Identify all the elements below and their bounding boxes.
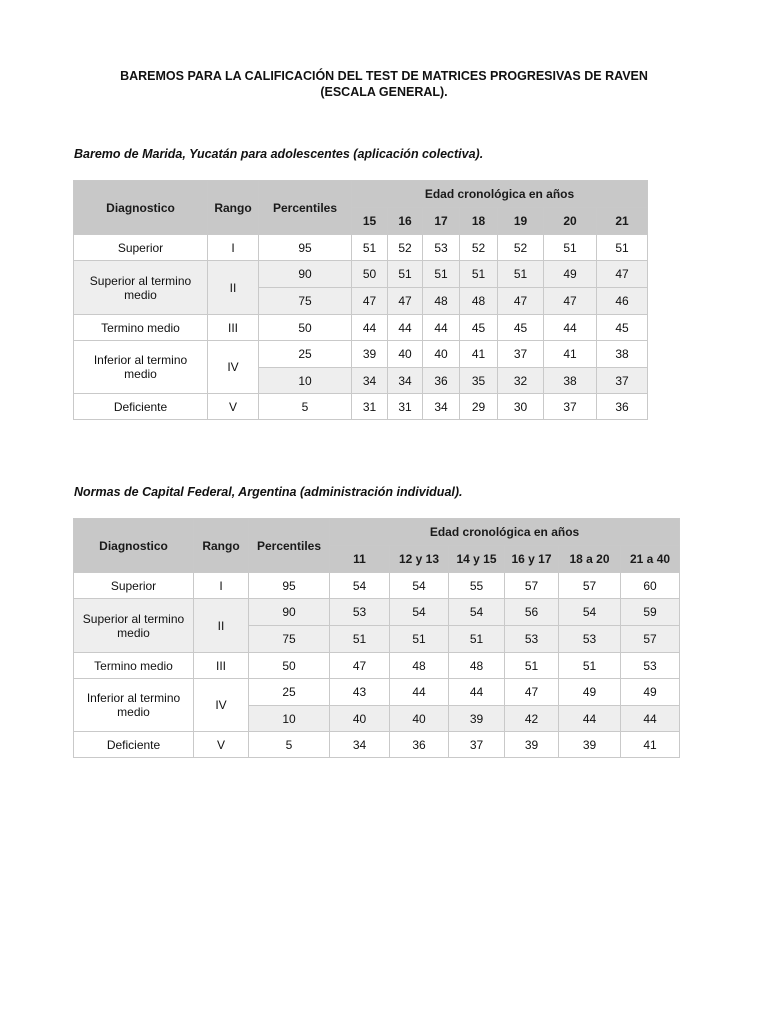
table-capital-federal bbox=[73, 518, 680, 758]
diagnostico-cell: Inferior al termino medio bbox=[74, 341, 208, 394]
header-age: 14 y 15 bbox=[449, 546, 505, 573]
percentil-cell: 90 bbox=[259, 261, 352, 288]
header-rango: Rango bbox=[194, 519, 249, 573]
percentil-cell: 10 bbox=[249, 706, 330, 732]
rango-cell: II bbox=[208, 261, 259, 315]
percentil-cell: 50 bbox=[249, 653, 330, 679]
value-cell: 60 bbox=[621, 573, 680, 599]
header-age: 21 bbox=[597, 208, 648, 235]
title-line-1: BAREMOS PARA LA CALIFICACIÓN DEL TEST DE MATRICES PROGRESIVAS DE RAVEN bbox=[120, 69, 648, 83]
header-age: 16 bbox=[388, 208, 423, 235]
percentil-cell: 95 bbox=[259, 235, 352, 261]
table-row bbox=[74, 235, 648, 261]
value-cell: 57 bbox=[621, 626, 680, 653]
value-cell: 53 bbox=[559, 626, 621, 653]
value-cell: 51 bbox=[388, 261, 423, 288]
header-age: 12 y 13 bbox=[390, 546, 449, 573]
value-cell: 49 bbox=[559, 679, 621, 706]
table-row bbox=[74, 653, 680, 679]
percentil-cell: 10 bbox=[259, 368, 352, 394]
value-cell: 39 bbox=[559, 732, 621, 758]
percentil-cell: 75 bbox=[259, 288, 352, 315]
header-diagnostico: Diagnostico bbox=[74, 519, 194, 573]
diagnostico-cell: Deficiente bbox=[74, 394, 208, 420]
value-cell: 54 bbox=[330, 573, 390, 599]
diagnostico-cell: Inferior al termino medio bbox=[74, 679, 194, 732]
value-cell: 51 bbox=[597, 235, 648, 261]
header-rango: Rango bbox=[208, 181, 259, 235]
value-cell: 41 bbox=[460, 341, 498, 368]
value-cell: 41 bbox=[621, 732, 680, 758]
header-age: 17 bbox=[423, 208, 460, 235]
percentil-cell: 90 bbox=[249, 599, 330, 626]
value-cell: 38 bbox=[544, 368, 597, 394]
value-cell: 46 bbox=[597, 288, 648, 315]
value-cell: 53 bbox=[505, 626, 559, 653]
value-cell: 29 bbox=[460, 394, 498, 420]
value-cell: 31 bbox=[352, 394, 388, 420]
value-cell: 51 bbox=[449, 626, 505, 653]
value-cell: 34 bbox=[330, 732, 390, 758]
value-cell: 53 bbox=[330, 599, 390, 626]
header-edad: Edad cronológica en años bbox=[330, 519, 680, 546]
value-cell: 44 bbox=[449, 679, 505, 706]
value-cell: 36 bbox=[597, 394, 648, 420]
value-cell: 52 bbox=[498, 235, 544, 261]
value-cell: 53 bbox=[423, 235, 460, 261]
value-cell: 39 bbox=[449, 706, 505, 732]
value-cell: 45 bbox=[498, 315, 544, 341]
header-edad: Edad cronológica en años bbox=[352, 181, 648, 208]
value-cell: 39 bbox=[352, 341, 388, 368]
value-cell: 53 bbox=[621, 653, 680, 679]
value-cell: 37 bbox=[597, 368, 648, 394]
value-cell: 37 bbox=[498, 341, 544, 368]
percentil-cell: 25 bbox=[249, 679, 330, 706]
rango-cell: III bbox=[194, 653, 249, 679]
value-cell: 40 bbox=[330, 706, 390, 732]
rango-cell: III bbox=[208, 315, 259, 341]
table-row bbox=[74, 573, 680, 599]
value-cell: 48 bbox=[449, 653, 505, 679]
value-cell: 37 bbox=[449, 732, 505, 758]
header-age: 18 bbox=[460, 208, 498, 235]
value-cell: 48 bbox=[390, 653, 449, 679]
value-cell: 30 bbox=[498, 394, 544, 420]
value-cell: 47 bbox=[505, 679, 559, 706]
value-cell: 35 bbox=[460, 368, 498, 394]
value-cell: 47 bbox=[352, 288, 388, 315]
value-cell: 51 bbox=[460, 261, 498, 288]
value-cell: 55 bbox=[449, 573, 505, 599]
value-cell: 51 bbox=[423, 261, 460, 288]
header-age: 19 bbox=[498, 208, 544, 235]
value-cell: 51 bbox=[498, 261, 544, 288]
value-cell: 54 bbox=[559, 599, 621, 626]
value-cell: 47 bbox=[388, 288, 423, 315]
table1-caption: Baremo de Marida, Yucatán para adolescentes (aplicación colectiva). bbox=[74, 147, 484, 161]
header-percentiles: Percentiles bbox=[259, 181, 352, 235]
table-row bbox=[74, 261, 648, 288]
value-cell: 48 bbox=[460, 288, 498, 315]
value-cell: 48 bbox=[423, 288, 460, 315]
diagnostico-cell: Superior bbox=[74, 573, 194, 599]
table-row bbox=[74, 394, 648, 420]
header-age: 21 a 40 bbox=[621, 546, 680, 573]
table-row bbox=[74, 732, 680, 758]
value-cell: 56 bbox=[505, 599, 559, 626]
value-cell: 51 bbox=[390, 626, 449, 653]
value-cell: 44 bbox=[390, 679, 449, 706]
percentil-cell: 95 bbox=[249, 573, 330, 599]
rango-cell: I bbox=[194, 573, 249, 599]
value-cell: 45 bbox=[597, 315, 648, 341]
header-percentiles: Percentiles bbox=[249, 519, 330, 573]
rango-cell: II bbox=[194, 599, 249, 653]
document-title bbox=[60, 68, 708, 100]
value-cell: 54 bbox=[390, 573, 449, 599]
value-cell: 44 bbox=[352, 315, 388, 341]
diagnostico-cell: Termino medio bbox=[74, 653, 194, 679]
value-cell: 41 bbox=[544, 341, 597, 368]
value-cell: 52 bbox=[388, 235, 423, 261]
rango-cell: V bbox=[194, 732, 249, 758]
rango-cell: IV bbox=[208, 341, 259, 394]
header-age: 15 bbox=[352, 208, 388, 235]
table2-caption: Normas de Capital Federal, Argentina (administración individual). bbox=[74, 485, 463, 499]
value-cell: 44 bbox=[544, 315, 597, 341]
header-age: 11 bbox=[330, 546, 390, 573]
table-row bbox=[74, 679, 680, 706]
value-cell: 59 bbox=[621, 599, 680, 626]
header-age: 18 a 20 bbox=[559, 546, 621, 573]
value-cell: 49 bbox=[544, 261, 597, 288]
rango-cell: V bbox=[208, 394, 259, 420]
value-cell: 47 bbox=[498, 288, 544, 315]
table-merida bbox=[73, 180, 648, 420]
value-cell: 44 bbox=[621, 706, 680, 732]
percentil-cell: 25 bbox=[259, 341, 352, 368]
value-cell: 38 bbox=[597, 341, 648, 368]
value-cell: 44 bbox=[559, 706, 621, 732]
value-cell: 42 bbox=[505, 706, 559, 732]
rango-cell: IV bbox=[194, 679, 249, 732]
diagnostico-cell: Termino medio bbox=[74, 315, 208, 341]
value-cell: 50 bbox=[352, 261, 388, 288]
value-cell: 49 bbox=[621, 679, 680, 706]
value-cell: 57 bbox=[559, 573, 621, 599]
table-row bbox=[74, 599, 680, 626]
diagnostico-cell: Superior al termino medio bbox=[74, 261, 208, 315]
rango-cell: I bbox=[208, 235, 259, 261]
value-cell: 37 bbox=[544, 394, 597, 420]
value-cell: 57 bbox=[505, 573, 559, 599]
diagnostico-cell: Superior al termino medio bbox=[74, 599, 194, 653]
header-age: 16 y 17 bbox=[505, 546, 559, 573]
value-cell: 32 bbox=[498, 368, 544, 394]
value-cell: 54 bbox=[449, 599, 505, 626]
value-cell: 34 bbox=[388, 368, 423, 394]
value-cell: 54 bbox=[390, 599, 449, 626]
value-cell: 51 bbox=[559, 653, 621, 679]
diagnostico-cell: Deficiente bbox=[74, 732, 194, 758]
table-row bbox=[74, 315, 648, 341]
value-cell: 36 bbox=[390, 732, 449, 758]
percentil-cell: 50 bbox=[259, 315, 352, 341]
percentil-cell: 75 bbox=[249, 626, 330, 653]
value-cell: 31 bbox=[388, 394, 423, 420]
value-cell: 40 bbox=[390, 706, 449, 732]
percentil-cell: 5 bbox=[259, 394, 352, 420]
value-cell: 47 bbox=[330, 653, 390, 679]
value-cell: 34 bbox=[423, 394, 460, 420]
value-cell: 43 bbox=[330, 679, 390, 706]
header-diagnostico: Diagnostico bbox=[74, 181, 208, 235]
value-cell: 44 bbox=[388, 315, 423, 341]
value-cell: 34 bbox=[352, 368, 388, 394]
value-cell: 36 bbox=[423, 368, 460, 394]
value-cell: 51 bbox=[544, 235, 597, 261]
diagnostico-cell: Superior bbox=[74, 235, 208, 261]
value-cell: 47 bbox=[544, 288, 597, 315]
value-cell: 40 bbox=[423, 341, 460, 368]
value-cell: 45 bbox=[460, 315, 498, 341]
value-cell: 51 bbox=[505, 653, 559, 679]
value-cell: 40 bbox=[388, 341, 423, 368]
value-cell: 39 bbox=[505, 732, 559, 758]
table-row bbox=[74, 341, 648, 368]
value-cell: 51 bbox=[330, 626, 390, 653]
percentil-cell: 5 bbox=[249, 732, 330, 758]
title-line-2: (ESCALA GENERAL). bbox=[320, 85, 448, 99]
value-cell: 44 bbox=[423, 315, 460, 341]
value-cell: 52 bbox=[460, 235, 498, 261]
header-age: 20 bbox=[544, 208, 597, 235]
value-cell: 51 bbox=[352, 235, 388, 261]
value-cell: 47 bbox=[597, 261, 648, 288]
